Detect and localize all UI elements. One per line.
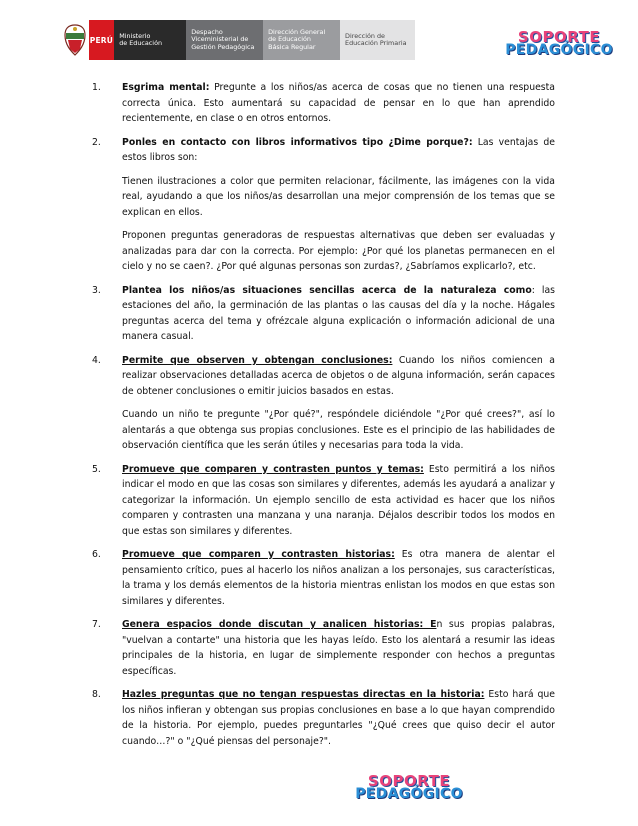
soporte-pedagogico-logo-bottom <box>355 774 463 802</box>
paragraph <box>122 80 555 127</box>
item-heading: Ponles en contacto con libros informativos tipo ¿Dime porque?: <box>122 136 473 148</box>
numbered-list <box>92 80 555 757</box>
paragraph <box>122 174 555 221</box>
item-heading: Esgrima mental: <box>122 82 210 93</box>
list-item <box>92 283 555 345</box>
list-item <box>92 135 555 275</box>
ministry-header <box>62 20 415 60</box>
list-number: 8. <box>92 689 101 700</box>
logo-line2: PEDAGÓGICO <box>355 786 463 803</box>
list-number: 7. <box>92 619 101 630</box>
direccion-primaria-label: Dirección de Educación Primaria <box>340 20 415 60</box>
list-item <box>92 462 555 540</box>
list-number: 4. <box>92 354 101 366</box>
list-item <box>92 617 555 679</box>
paragraph <box>122 353 555 400</box>
item-text: Tienen ilustraciones a color que permiten relacionar, fácilmente, las imágenes con la vida real, ayudando a que los niños/as desarrollan una mejor comprensión de los temas que se explican en ellos. <box>122 175 555 218</box>
direccion-general-label: Dirección General de Educación Básica Regular <box>263 20 340 60</box>
peru-label: PERÚ <box>89 20 115 60</box>
item-heading: Genera espacios donde discutan y analicen historias: E <box>122 619 437 630</box>
item-heading: Promueve que comparen y contrasten puntos y temas: <box>122 463 424 475</box>
paragraph <box>122 228 555 275</box>
logo-line1: SOPORTE <box>517 28 601 46</box>
item-text: Cuando los niños comiencen a realizar observaciones detalladas acerca de objetos o de alguna información, serán capaces de obtener conclusiones o emitir juicios basados en estas. <box>122 354 555 397</box>
item-text: : las estaciones del año, la germinación de las plantas o las causas del día y la noche. Hágales preguntas acerca del tema y ofrézcale alguna explicación o información adicional de una manera casual. <box>122 284 555 342</box>
list-number: 6. <box>92 549 101 560</box>
soporte-pedagogico-logo-top <box>504 30 614 58</box>
item-text: Esto hará que los niños infieran y obtengan sus propias conclusiones en base a lo que hayan comprendido de la historia. Por ejemplo, puedes preguntarles "¿Qué crees que quiso decir el autor cuando…?" o "¿Qué piensas del personaje?". <box>122 689 555 747</box>
list-item <box>92 80 555 127</box>
item-text: Las ventajas de estos libros son: <box>122 136 555 163</box>
paragraph <box>122 407 555 454</box>
paragraph <box>122 617 555 679</box>
list-item <box>92 547 555 609</box>
paragraph <box>122 135 555 166</box>
item-heading: Plantea los niños/as situaciones sencillas acerca de la naturaleza como <box>122 284 532 296</box>
item-heading: Permite que observen y obtengan conclusiones: <box>122 354 393 366</box>
paragraph <box>122 547 555 609</box>
logo-line1: SOPORTE <box>367 772 451 790</box>
logo-line2: PEDAGÓGICO <box>505 42 613 59</box>
list-number: 5. <box>92 463 101 475</box>
item-text: Cuando un niño te pregunte "¿Por qué?", respóndele diciéndole "¿Por qué crees?", así lo alentarás a que obtenga sus propias conclusiones. Este es el principio de las habilidades de observación científica que les serán útiles y necesarias para toda la vida. <box>122 409 555 451</box>
list-number: 2. <box>92 136 101 148</box>
item-heading: Promueve que comparen y contrasten historias: <box>122 549 395 560</box>
list-item <box>92 353 555 454</box>
list-number: 1. <box>92 82 101 93</box>
item-text: Esto permitirá a los niños indicar el modo en que las cosas son similares y diferentes, además les ayudará a analizar y categorizar la información. Un ejemplo sencillo de esta actividad es hacer que los niños comparen y contrasten una manzana y una naranja. Déjalos describir todos los modos en que estas son similares y diferentes. <box>122 463 555 537</box>
item-text: Es otra manera de alentar el pensamiento crítico, pues al hacerlo los niños analizan a los personajes, sus características, la trama y los demás elementos de la historia mientras enlistan los modos en que estas son similares y diferentes. <box>122 549 555 607</box>
item-text: Pregunte a los niños/as acerca de cosas que no tienen una respuesta correcta única. Esto aumentará su capacidad de pensar en lo que han aprendido recientemente, en clase o en otros entornos. <box>122 82 555 124</box>
item-text: n sus propias palabras, "vuelvan a contarte" una historia que les hayas leído. Esto los alentará a resumir las ideas principales de la historia, en lugar de simplemente responder con hechos a preguntas específicas. <box>122 619 555 677</box>
despacho-label: Despacho Viceministerial de Gestión Pedagógica <box>186 20 263 60</box>
item-heading: Hazles preguntas que no tengan respuestas directas en la historia: <box>122 689 485 700</box>
list-number: 3. <box>92 284 101 296</box>
coat-of-arms-icon <box>62 20 89 60</box>
ministry-label: Ministerio de Educación <box>114 20 186 60</box>
paragraph <box>122 687 555 749</box>
paragraph <box>122 283 555 345</box>
item-text: Proponen preguntas generadoras de respuestas alternativas que deben ser evaluadas y analizadas para dar con la correcta. Por ejemplo: ¿Por qué los planetas permanecen en el cielo y no se caen?. ¿Por qué algunas personas son zurdas?, ¿Sabríamos explicarlo?, etc. <box>122 230 555 272</box>
list-item <box>92 687 555 749</box>
paragraph <box>122 462 555 540</box>
